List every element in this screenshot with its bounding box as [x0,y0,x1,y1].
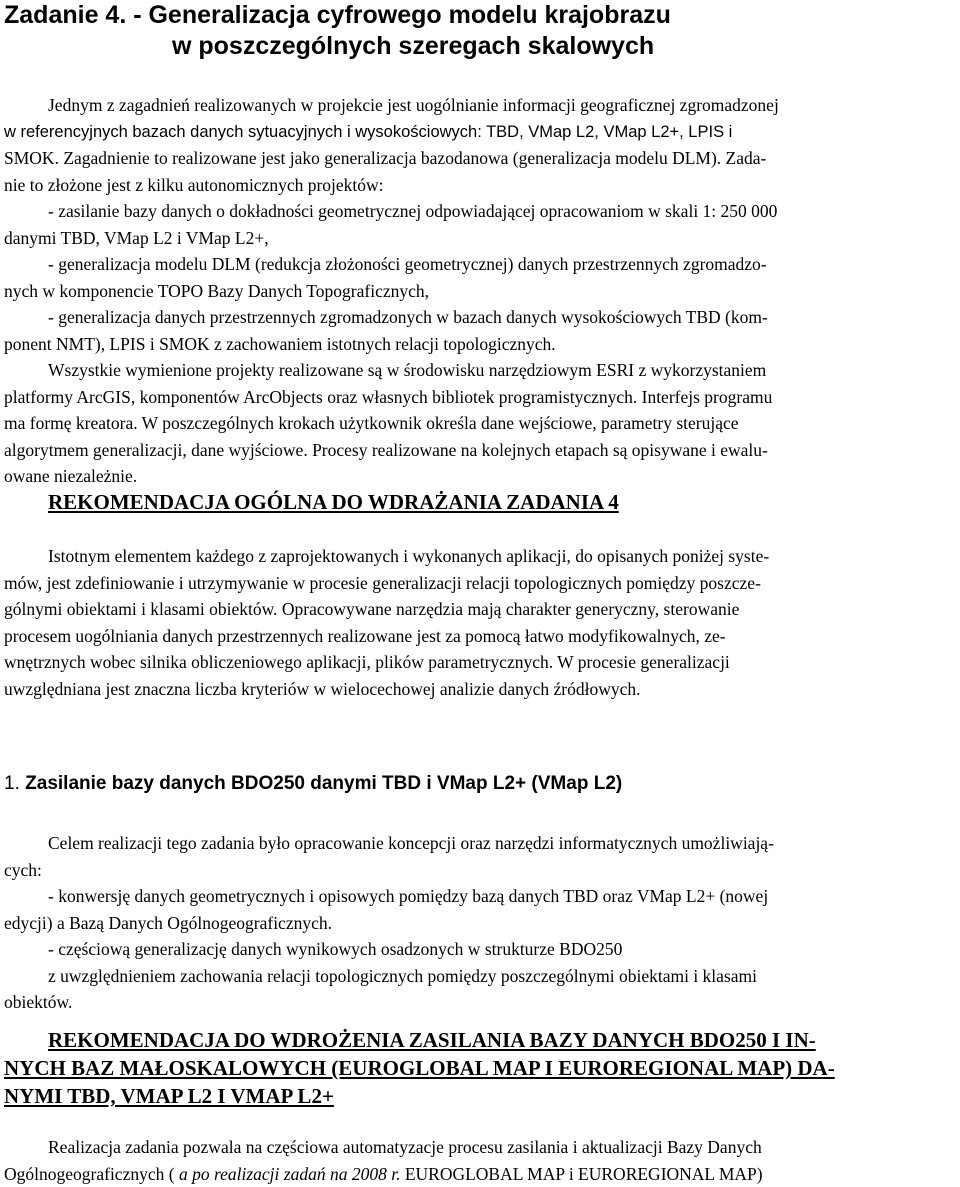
final-italic-text: a po realizacji zadań na 2008 r. [178,1163,401,1184]
rec-line: Istotnym elementem każdego z zaprojektowanych i wykonanych aplikacji, do opisanych poniżej syste- [48,546,770,566]
section-line: - częściową generalizację danych wynikowych osadzonych w strukturze BDO250 [48,939,623,959]
final-text: Ogólnogeograficznych ( [4,1163,179,1184]
intro-line: nych w komponencie TOPO Bazy Danych Topograficznych, [4,280,429,301]
rec-line: uwzględniana jest znaczna liczba kryteriów w wielocechowej analizie danych źródłowych. [4,678,641,699]
intro-line: nie to złożone jest z kilku autonomicznych projektów: [4,174,384,195]
section-line: edycji) a Bazą Danych Ogólnogeograficznych. [4,912,332,933]
section-line: cych: [4,859,42,880]
rec-line: procesem uogólniania danych przestrzennych realizowane jest za pomocą łatwo modyfikowalnych, ze- [4,625,726,646]
section-line: Celem realizacji tego zadania było opracowanie koncepcji oraz narzędzi informatycznych umożliwiają- [48,833,774,853]
intro-line: Jednym z zagadnień realizowanych w projekcie jest uogólnianie informacji geograficznej zgromadzonej [48,95,779,115]
section-paragraph [4,830,956,1016]
intro-line: Wszystkie wymienione projekty realizowane są w środowisku narzędziowym ESRI z wykorzystaniem [48,360,767,380]
final-line: Realizacja zadania pozwala na częściowa automatyzacje procesu zasilania i aktualizacji Bazy Danych [48,1137,762,1157]
intro-line: - generalizacja modelu DLM (redukcja złożoności geometrycznej) danych przestrzennych zgromadzo- [48,254,767,274]
page-title [4,0,956,62]
rec2-line: REKOMENDACJA DO WDROŻENIA ZASILANIA BAZY DANYCH BDO250 I IN- [48,1028,816,1052]
rec-line: wnętrznych wobec silnika obliczeniowego aplikacji, plików parametrycznych. W procesie generalizacji [4,652,730,672]
rec-line: gólnymi obiektami i klasami obiektów. Opracowywane narzędzia mają charakter generyczny, sterowanie [4,599,740,619]
section-line: - konwersję danych geometrycznych i opisowych pomiędzy bazą danych TBD oraz VMap L2+ (nowej [48,886,769,906]
recommendation-heading-bdo250 [4,1026,956,1110]
intro-line: owane niezależnie. [4,466,138,486]
intro-line: ma formę kreatora. W poszczególnych krokach użytkownik określa dane wejściowe, parametry sterujące [4,413,739,433]
section-line: obiektów. [4,992,73,1012]
intro-line: w referencyjnych bazach danych sytuacyjnych i wysokościowych: TBD, VMap L2, VMap L2+, LPIS i [4,122,733,141]
intro-line: - zasilanie bazy danych o dokładności geometrycznej odpowiadającej opracowaniom w skali 1: 250 000 [48,201,778,221]
intro-line: algorytmem generalizacji, dane wyjściowe. Procesy realizowane na kolejnych etapach są opisywane i ewalu- [4,439,768,460]
intro-line: ponent NMT), LPIS i SMOK z zachowaniem istotnych relacji topologicznych. [4,333,556,354]
rec2-line: NYMI TBD, VMAP L2 I VMAP L2+ [4,1084,334,1108]
intro-line: platformy ArcGIS, komponentów ArcObjects oraz własnych bibliotek programistycznych. Interfejs programu [4,386,773,407]
section-heading-1 [4,773,622,795]
final-paragraph [4,1134,956,1187]
rec-line: mów, jest zdefiniowanie i utrzymywanie w procesie generalizacji relacji topologicznych pomiędzy poszcze- [4,572,761,593]
rec2-line: NYCH BAZ MAŁOSKALOWYCH (EUROGLOBAL MAP I EUROREGIONAL MAP) DA- [4,1056,835,1080]
section-line: z uwzględnieniem zachowania relacji topologicznych pomiędzy poszczególnymi obiektami i klasami [48,965,757,986]
title-line-1: Zadanie 4. - Generalizacja cyfrowego modelu krajobrazu [4,1,671,29]
intro-line: danymi TBD, VMap L2 i VMap L2+, [4,227,269,248]
intro-line: - generalizacja danych przestrzennych zgromadzonych w bazach danych wysokościowych TBD (kom- [48,307,768,327]
recommendation-heading-general: REKOMENDACJA OGÓLNA DO WDRAŻANIA ZADANIA 4 [48,490,619,514]
section-number: 1. [4,773,20,794]
intro-line: SMOK. Zagadnienie to realizowane jest jako generalizacja bazodanowa (generalizacja modelu DLM). Zada- [4,148,767,168]
section-title: Zasilanie bazy danych BDO250 danymi TBD i VMap L2+ (VMap L2) [25,773,623,794]
final-line-2 [4,1161,956,1187]
title-line-2: w poszczególnych szeregach skalowych [172,32,655,60]
final-text: EUROGLOBAL MAP i EUROREGIONAL MAP) [400,1163,763,1184]
recommendation-paragraph [4,543,956,702]
intro-paragraph [4,92,956,490]
